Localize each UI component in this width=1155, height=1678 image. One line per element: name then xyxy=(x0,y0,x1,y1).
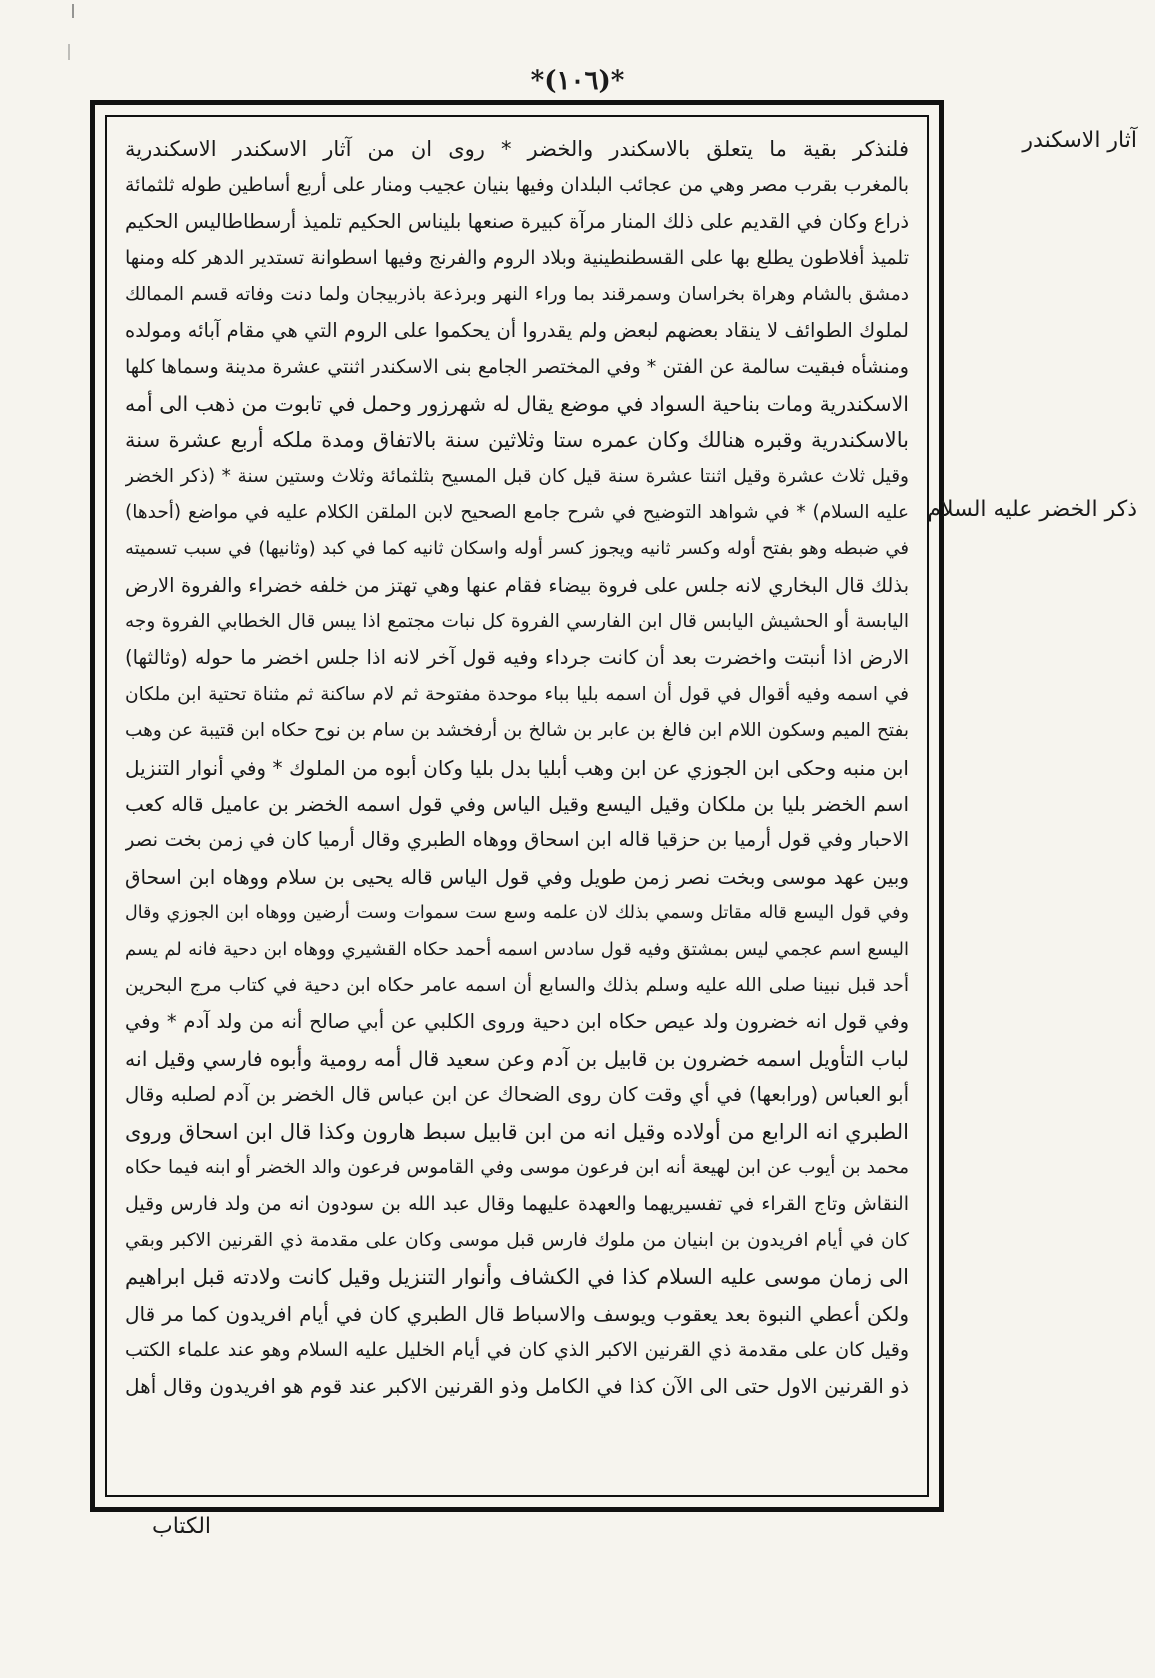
text-line: الاسكندرية ومات بناحية السواد في موضع يقال له شهرزور وحمل في تابوت من ذهب الى أمه xyxy=(125,391,909,416)
scan-mark xyxy=(68,44,70,60)
text-line: في اسمه وفيه أقوال في قول أن اسمه بليا بباء موحدة مفتوحة ثم لام ساكنة ثم مثناة تحتية ابن ملكان xyxy=(125,683,909,705)
text-line: لملوك الطوائف لا ينقاد بعضهم لبعض ولم يقدروا أن يحكموا على الروم التي هي مقام آبائه ومولده xyxy=(125,318,909,342)
text-frame xyxy=(90,100,944,1512)
text-line: لباب التأويل اسمه خضرون بن قابيل بن آدم وعن سعيد قال أمه رومية وأبوه فارسي وقيل انه xyxy=(125,1046,909,1071)
margin-note-alexander: آثار الاسكندر xyxy=(1022,128,1137,153)
text-line: بالاسكندرية وقبره هنالك وكان عمره ستا وثلاثين سنة بالاتفاق ومدة ملكه أربع عشرة سنة xyxy=(125,428,909,453)
text-line: عليه السلام) * في شواهد التوضيح في شرح جامع الصحيح لابن الملقن الكلام عليه في مواضع (أحدها) xyxy=(125,501,909,523)
text-line: ذو القرنين الاول حتى الى الآن كذا في الكامل وذو القرنين الاكبر عند قوم هو افريدون وقال أهل xyxy=(125,1374,909,1399)
text-line: ابن منبه وحكى ابن الجوزي عن ابن وهب أبليا بدل بليا وكان أبوه من الملوك * وفي أنوار التنزيل xyxy=(125,755,909,780)
margin-note-khidr: ذكر الخضر عليه السلام xyxy=(927,497,1137,522)
scan-mark xyxy=(72,4,74,18)
text-line: بفتح الميم وسكون اللام ابن فالغ بن عابر بن شالخ بن أرفخشد بن سام بن نوح حكاه ابن قتيبة عن وهب xyxy=(125,720,909,742)
text-line: في ضبطه وهو بفتح أوله وكسر ثانيه ويجوز كسر أوله واسكان ثانيه كما في كبد (وثانيها) في سبب تسميته xyxy=(125,538,909,560)
catchword: الكتاب xyxy=(152,1514,212,1539)
text-line: بذلك قال البخاري لانه جلس على فروة بيضاء فقام عنها وهي تهتز من خلفه خضراء والفروة الارض xyxy=(125,573,909,597)
text-line: وقيل كان على مقدمة ذي القرنين الاكبر الذي كان في أيام الخليل عليه السلام وهو عند علماء الكتب xyxy=(125,1338,909,1361)
text-line: محمد بن أيوب عن ابن لهيعة أنه ابن فرعون موسى وفي القاموس فرعون والد الخضر أو ابنه فيما حكاه xyxy=(125,1156,909,1178)
text-line: ولكن أعطي النبوة بعد يعقوب ويوسف والاسباط قال الطبري كان في أيام افريدون كما مر قال xyxy=(125,1301,909,1326)
text-line: فلنذكر بقية ما يتعلق بالاسكندر والخضر * روى ان من آثار الاسكندر الاسكندرية xyxy=(125,137,909,161)
text-line: تلميذ أفلاطون يطلع بها على القسطنطينية وبلاد الروم والفرنج وفيها اسطوانة تستدير الدهر كله ومنها xyxy=(125,247,909,270)
text-line: النقاش وتاج القراء في تفسيريهما والعهدة عليهما وقال عبد الله بن سودون انه من ولد فارس وقيل xyxy=(125,1193,909,1216)
text-line: وفي قول انه خضرون ولد عيص حكاه ابن دحية وروى الكلبي عن أبي صالح أنه من ولد آدم * وفي xyxy=(125,1010,909,1034)
text-line: اسم الخضر بليا بن ملكان وقيل اليسع وقيل الياس وفي قول اسمه الخضر بن عاميل قاله كعب xyxy=(125,792,909,817)
text-line: الارض اذا أنبتت واخضرت بعد أن كانت جرداء وفيه قول آخر لانه اذا جلس اخضر ما حوله (وثالثها) xyxy=(125,646,909,670)
text-line: وقيل ثلاث عشرة وقيل اثنتا عشرة سنة قيل كان قبل المسيح بثلثمائة وثلاث وستين سنة * (ذكر الخضر xyxy=(125,465,909,487)
text-line: اليابسة أو الحشيش اليابس قال ابن الفارسي الفروة كل نبات مجتمع اذا يبس قال الخطابي الفروة وجه xyxy=(125,611,909,633)
text-line: ومنشأه فبقيت سالمة عن الفتن * وفي المختصر الجامع بنى الاسكندر اثنتي عشرة مدينة وسماها كلها xyxy=(125,356,909,379)
text-line: الاحبار وفي قول أرميا بن حزقيا قاله ابن اسحاق ووهاه الطبري وقال أرميا كان في زمن بخت نصر xyxy=(125,828,909,852)
text-line: وبين عهد موسى وبخت نصر زمن طويل وفي قول الياس قاله يحيى بن سلام ووهاه ابن اسحاق xyxy=(125,864,909,889)
text-line: وفي قول اليسع قاله مقاتل وسمي بذلك لان علمه وسع ست سموات وست أرضين ووهاه ابن الجوزي وقال xyxy=(125,903,909,924)
text-line: ذراع وكان في القديم على ذلك المنار مرآة كبيرة صنعها بليناس الحكيم تلميذ أرسطاطاليس الحكيم xyxy=(125,209,909,233)
text-line: أحد قبل نبينا صلى الله عليه وسلم بذلك والسابع أن اسمه عامر حكاه ابن دحية في كتاب مرج البحرين xyxy=(125,974,909,996)
body-text xyxy=(125,131,909,1405)
text-line: دمشق بالشام وهراة بخراسان وسمرقند بما وراء النهر وبرذعة باذربيجان ولما دنت وفاته قسم الممالك xyxy=(125,283,909,305)
page-number: *(١٠٦)* xyxy=(530,66,625,96)
text-line: الطبري انه الرابع من أولاده وقيل انه من ابن قابيل سبط هارون وكذا قال ابن اسحاق وروى xyxy=(125,1119,909,1144)
text-line: كان في أيام افريدون بن ابنيان من ملوك فارس قبل موسى وكان على مقدمة ذي القرنين الاكبر وبقي xyxy=(125,1229,909,1251)
text-line: اليسع اسم عجمي ليس بمشتق وفيه قول سادس اسمه أحمد حكاه القشيري ووهاه ابن دحية فانه لم يسم xyxy=(125,938,909,960)
text-line: أبو العباس (ورابعها) في أي وقت كان روى الضحاك عن ابن عباس قال الخضر بن آدم لصلبه وقال xyxy=(125,1083,909,1107)
text-line: بالمغرب بقرب مصر وهي من عجائب البلدان وفيها بنيان عجيب ومنار على أربع أساطين طوله ثلثمائة xyxy=(125,174,909,197)
text-line: الى زمان موسى عليه السلام كذا في الكشاف وأنوار التنزيل وقيل كانت ولادته قبل ابراهيم xyxy=(125,1265,909,1290)
text-frame-inner xyxy=(105,115,929,1497)
